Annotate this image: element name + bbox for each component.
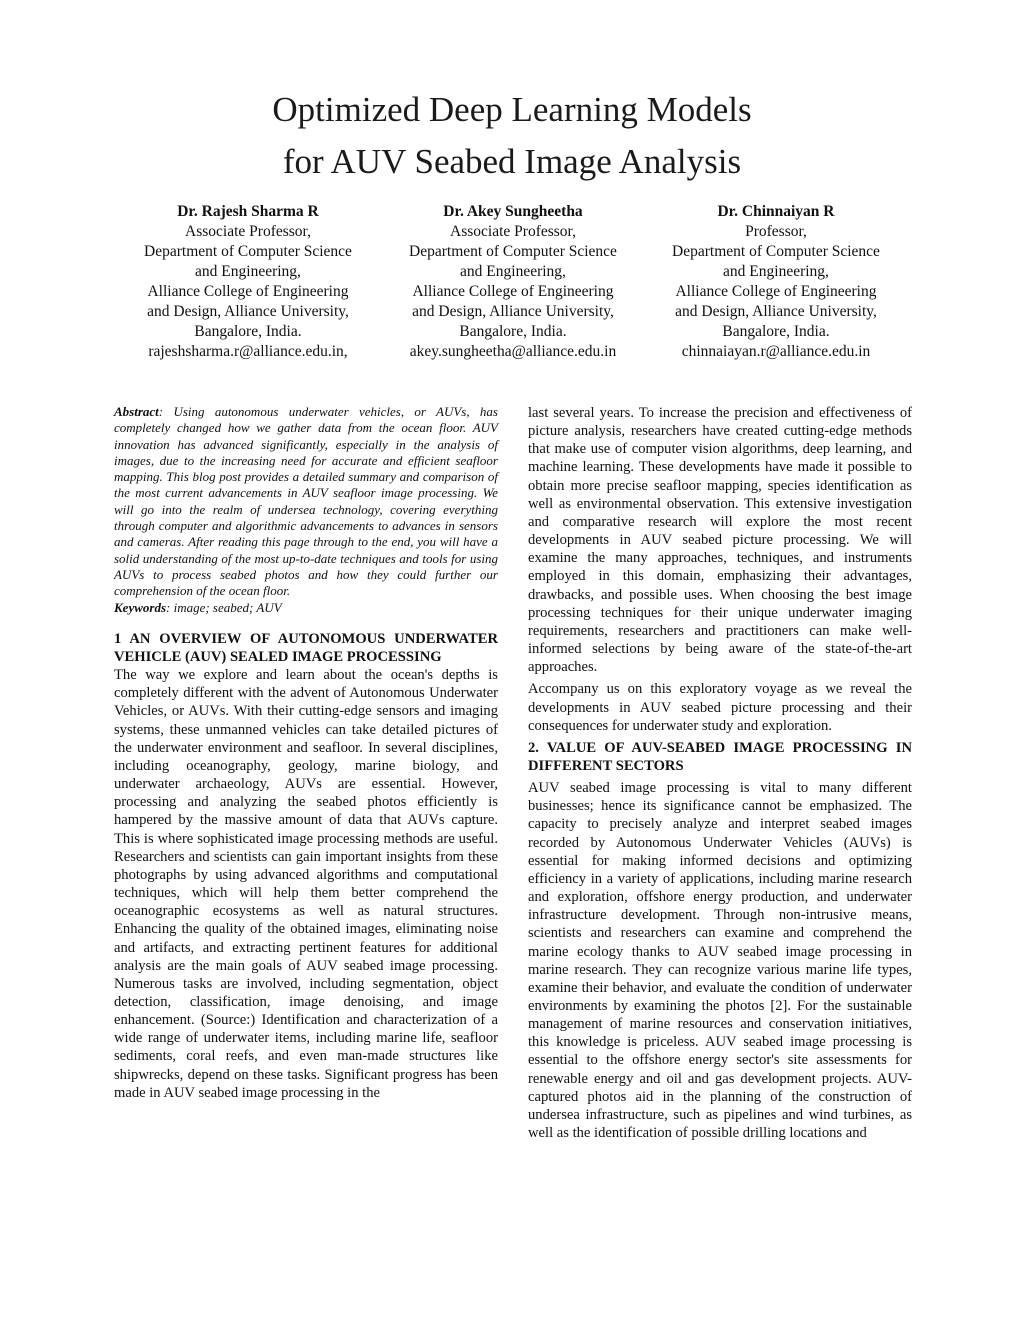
title-line-2: for AUV Seabed Image Analysis xyxy=(282,142,742,181)
author-1 xyxy=(113,202,383,362)
section-2-body: AUV seabed image processing is vital to many different businesses; hence its significance cannot be emphasized. The capacity to precisely analyze and interpret seabed images recorded by Autonomous Underwater Vehicles (AUVs) is essential for making informed decisions and optimizing efficiency in a variety of applications, including marine research and exploration, offshore energy production, and underwater infrastructure development. Through non-intrusive means, scientists and researchers can examine and comprehend the marine ecology thanks to AUV seabed image processing in marine research. They can recognize various marine life types, examine their behavior, and evaluate the condition of underwater environments by examining the photos [2]. For the sustainable management of marine resources and conservation initiatives, this knowledge is priceless. AUV seabed image processing is essential to the offshore energy sector's site assessments for renewable energy and oil and gas development projects. AUV-captured photos aid in the planning of the construction of undersea infrastructure, such as pipelines and wind turbines, as well as the identification of possible drilling locations and xyxy=(528,780,912,1142)
section-1-continued: last several years. To increase the precision and effectiveness of picture analysis, researchers have created cutting-edge methods that make use of computer vision algorithms, deep learning, and machine learning. These developments have made it possible to obtain more precise seafloor mapping, species identification as well as environmental observation. This extensive investigation and comparative research will explore the most recent developments in AUV seabed picture processing. We will examine the many approaches, techniques, and instruments employed in this domain, emphasizing their advantages, drawbacks, and possible uses. When choosing the best image processing techniques for their unique underwater imaging requirements, researchers and practitioners can make well-informed selections by being aware of the state-of-the-art approaches. xyxy=(528,405,912,676)
author-dept: Department of Computer Science xyxy=(144,243,352,260)
author-email: rajeshsharma.r@alliance.edu.in, xyxy=(148,343,348,360)
author-name: Dr. Akey Sungheetha xyxy=(443,203,583,220)
author-email: akey.sungheetha@alliance.edu.in xyxy=(409,343,617,360)
title-line-1: Optimized Deep Learning Models xyxy=(272,90,752,129)
keywords xyxy=(114,600,498,616)
author-institution: and Design, Alliance University, xyxy=(412,303,614,320)
left-column xyxy=(114,404,498,1102)
author-institution: and Design, Alliance University, xyxy=(147,303,349,320)
author-dept: Department of Computer Science xyxy=(409,243,617,260)
author-dept: Department of Computer Science xyxy=(672,243,880,260)
section-2-heading: 2. VALUE OF AUV-SEABED IMAGE PROCESSING IN DIFFERENT SECTORS xyxy=(528,739,912,774)
paper-title xyxy=(0,84,1024,188)
author-role: Associate Professor, xyxy=(450,223,576,240)
author-name: Dr. Rajesh Sharma R xyxy=(177,203,319,220)
author-2 xyxy=(378,202,648,362)
author-city: Bangalore, India. xyxy=(459,323,567,340)
author-3 xyxy=(641,202,911,362)
author-dept: and Engineering, xyxy=(723,263,829,280)
author-institution: Alliance College of Engineering xyxy=(412,283,614,300)
abstract-text: : Using autonomous underwater vehicles, or AUVs, has completely changed how we gather data from the ocean floor. AUV innovation has advanced significantly, especially in the analysis of images, due to the increasing need for accurate and efficient seafloor mapping. This blog post provides a detailed summary and comparison of the most current advancements in AUV seafloor image processing. We will go into the realm of undersea technology, covering everything through computer and algorithmic advancements to advances in sensors and cameras. After reading this page through to the end, you will have a solid understanding of the most up-to-date techniques and tools for using AUVs to process seabed photos and how they could further our comprehension of the ocean floor. xyxy=(114,404,498,599)
author-block xyxy=(0,202,1024,372)
right-column xyxy=(528,404,912,1142)
section-1-body: The way we explore and learn about the ocean's depths is completely different with the advent of Autonomous Underwater Vehicles, or AUVs. With their cutting-edge sensors and imaging systems, these unmanned vehicles can take detailed pictures of the underwater environment and seafloor. In several disciplines, including oceanography, geology, marine biology, and underwater archaeology, AUVs are essential. However, processing and analyzing the seabed photos efficiently is hampered by the massive amount of data that AUVs capture. This is where sophisticated image processing methods are useful. Researchers and scientists can gain important insights from these photographs by using advanced algorithms and computational techniques, which will help them better comprehend the oceanographic ecosystems as well as natural structures. Enhancing the quality of the obtained images, eliminating noise and artifacts, and extracting pertinent features for additional analysis are the main goals of AUV seabed image processing. Numerous tasks are involved, including segmentation, object detection, classification, image denoising, and image enhancement. (Source:) Identification and characterization of a wide range of underwater items, including marine life, seafloor sediments, coral reefs, and even man-made structures like shipwrecks, depend on these tasks. Significant progress has been made in AUV seabed image processing in the xyxy=(114,667,498,1101)
author-dept: and Engineering, xyxy=(195,263,301,280)
keywords-label: Keywords xyxy=(114,599,166,615)
author-dept: and Engineering, xyxy=(460,263,566,280)
section-1-closing: Accompany us on this exploratory voyage as we reveal the developments in AUV seabed picture processing and their consequences for underwater study and exploration. xyxy=(528,681,912,734)
author-email: chinnaiayan.r@alliance.edu.in xyxy=(681,343,871,360)
author-institution: Alliance College of Engineering xyxy=(675,283,877,300)
author-role: Professor, xyxy=(745,223,807,240)
author-city: Bangalore, India. xyxy=(194,323,302,340)
author-name: Dr. Chinnaiyan R xyxy=(717,203,835,220)
author-role: Associate Professor, xyxy=(185,223,311,240)
abstract-label: Abstract xyxy=(114,404,159,419)
abstract xyxy=(114,404,498,600)
author-institution: and Design, Alliance University, xyxy=(675,303,877,320)
section-1-heading: 1 AN OVERVIEW OF AUTONOMOUS UNDERWATER VEHICLE (AUV) SEALED IMAGE PROCESSING xyxy=(114,630,498,666)
author-city: Bangalore, India. xyxy=(722,323,830,340)
author-institution: Alliance College of Engineering xyxy=(147,283,349,300)
keywords-text: : image; seabed; AUV xyxy=(166,599,282,615)
